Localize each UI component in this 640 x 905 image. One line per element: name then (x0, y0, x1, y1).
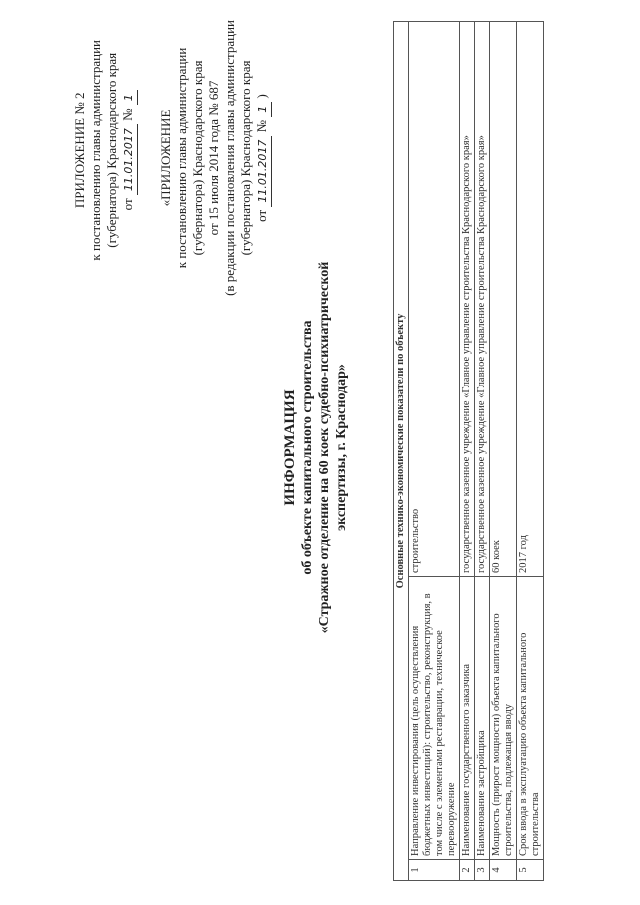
row-number: 2 (460, 860, 475, 881)
appendix-line-1: к постановлению главы администрации (174, 47, 189, 269)
appendix-date-line (254, 20, 272, 296)
information-heading (282, 240, 350, 655)
appendix-2-from-label: от (120, 198, 135, 211)
appendix-line-3: от 15 июля 2014 года № 687 (206, 80, 221, 236)
appendix-2-date-line (120, 40, 138, 261)
appendix-title: «ПРИЛОЖЕНИЕ (158, 109, 173, 207)
appendix-block (158, 20, 272, 296)
indicators-table (393, 21, 544, 881)
row-label: Направление инвестирования (цель осуществления бюджетных инвестиций): строительство, реконструкция, в том числе с элементами реставрации, техническое перевооружение (409, 577, 460, 860)
information-line-3: экспертизы, г. Краснодар» (334, 364, 349, 531)
appendix-number: 1 (255, 102, 272, 117)
appendix-2-line-2: (губернатора) Краснодарского края (104, 52, 119, 248)
row-value: 60 коек (490, 22, 517, 577)
appendix-2-line-1: к постановлению главы администрации (88, 40, 103, 261)
table-row (460, 22, 475, 881)
appendix-line-4: (в редакции постановления главы администрации (222, 20, 237, 296)
row-number: 4 (490, 860, 517, 881)
information-title: ИНФОРМАЦИЯ (282, 389, 298, 506)
row-value: государственное казенное учреждение «Главное управление строительства Краснодарского края» (460, 22, 475, 577)
appendix-line-5: (губернатора) Краснодарского края (238, 60, 253, 256)
row-label: Срок ввода в эксплуатацию объекта капитального строительства (517, 577, 544, 860)
row-value: государственное казенное учреждение «Главное управление строительства Краснодарского края» (475, 22, 490, 577)
table-row (490, 22, 517, 881)
row-value: строительство (409, 22, 460, 577)
row-number: 3 (475, 860, 490, 881)
appendix-2-number: 1 (121, 90, 138, 105)
appendix-from-label: от (254, 209, 269, 222)
appendix-date: 11.01.2017 (255, 136, 272, 207)
appendix-2-block (72, 40, 138, 261)
row-value: 2017 год (517, 22, 544, 577)
table-header-row (394, 22, 409, 881)
row-number: 1 (409, 860, 460, 881)
row-label: Мощность (прирост мощности) объекта капитального строительства, подлежащая вводу (490, 577, 517, 860)
appendix-close-paren: ) (254, 94, 269, 99)
information-line-2: «Стражное отделение на 60 коек судебно-психиатрической (317, 261, 332, 634)
appendix-no-label: № (254, 119, 269, 133)
information-line-1: об объекте капитального строительства (300, 320, 315, 575)
table-row (409, 22, 460, 881)
row-label: Наименование застройщика (475, 577, 490, 860)
appendix-line-2: (губернатора) Краснодарского края (190, 60, 205, 256)
appendix-2-no-label: № (120, 108, 135, 121)
table-row (475, 22, 490, 881)
row-number: 5 (517, 860, 544, 881)
row-label: Наименование государственного заказчика (460, 577, 475, 860)
appendix-2-title: ПРИЛОЖЕНИЕ № 2 (72, 92, 87, 209)
table-section-header: Основные технико-экономические показатели по объекту (394, 22, 409, 881)
table-row (517, 22, 544, 881)
appendix-2-date: 11.01.2017 (121, 124, 138, 195)
